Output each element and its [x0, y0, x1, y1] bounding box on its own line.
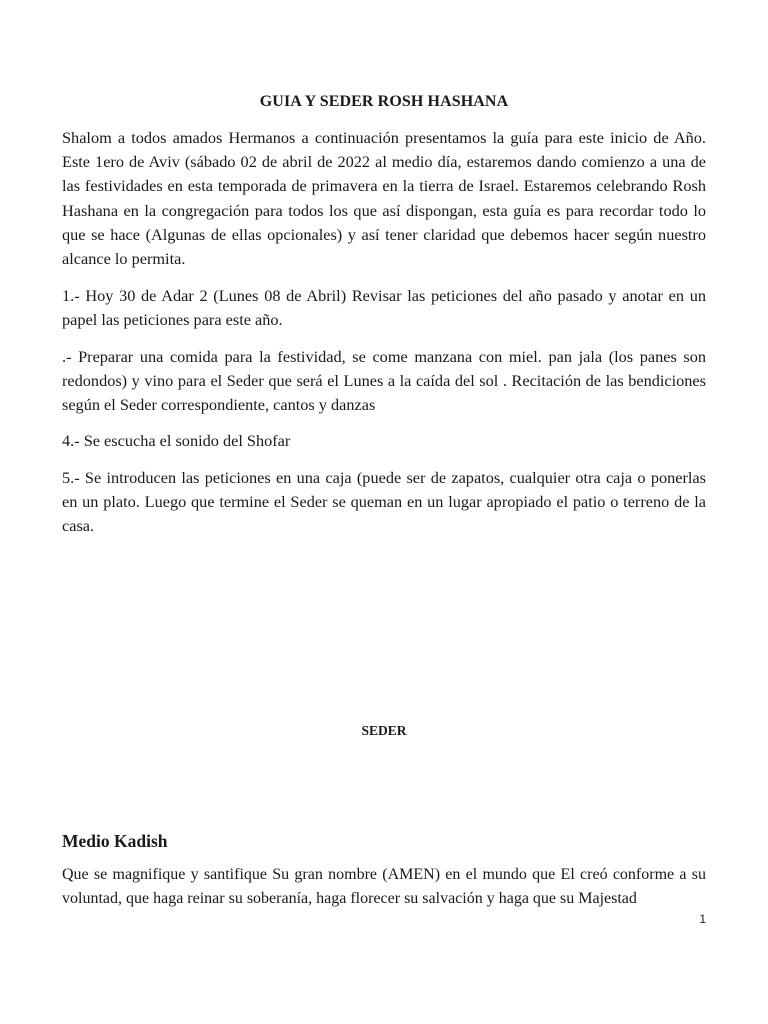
step-5-paragraph: 5.- Se introducen las peticiones en una caja (puede ser de zapatos, cualquier otra caja o ponerlas en un plato. Luego que termine el Seder se queman en un lugar apropiado el patio o terreno de la casa. [62, 468, 706, 536]
step-4-paragraph: 4.- Se escucha el sonido del Shofar [62, 431, 291, 450]
medio-kadish-heading: Medio Kadish [62, 831, 168, 851]
seder-heading: SEDER [361, 723, 407, 738]
page-number: 1 [699, 912, 706, 926]
intro-paragraph: Shalom a todos amados Hermanos a continuación presentamos la guía para este inicio de Año. Este 1ero de Aviv (sábado 02 de abril de 2022 al medio día, estaremos dando comienzo a una de las festividades en esta temporada de primavera en la tierra de Israel. Estaremos celebrando Rosh Hashana en la congregación para todos los que así dispongan, esta guía es para recordar todo lo que se hace (Algunas de ellas opcionales) y así tener claridad que debemos hacer según nuestro alcance lo permita. [62, 128, 706, 269]
document-title: GUIA Y SEDER ROSH HASHANA [259, 93, 509, 110]
step-1-paragraph: 1.- Hoy 30 de Adar 2 (Lunes 08 de Abril) Revisar las peticiones del año pasado y anotar en un papel las peticiones para este año. [62, 286, 706, 330]
step-2-paragraph: .- Preparar una comida para la festividad, se come manzana con miel. pan jala (los panes son redondos) y vino para el Seder que será el Lunes a la caída del sol . Recitación de las bendiciones según el Seder correspondiente, cantos y danzas [62, 347, 706, 415]
kadish-paragraph: Que se magnifique y santifique Su gran nombre (AMEN) en el mundo que El creó conforme a su voluntad, que haga reinar su soberanía, haga florecer su salvación y haga que su Majestad [62, 866, 706, 907]
